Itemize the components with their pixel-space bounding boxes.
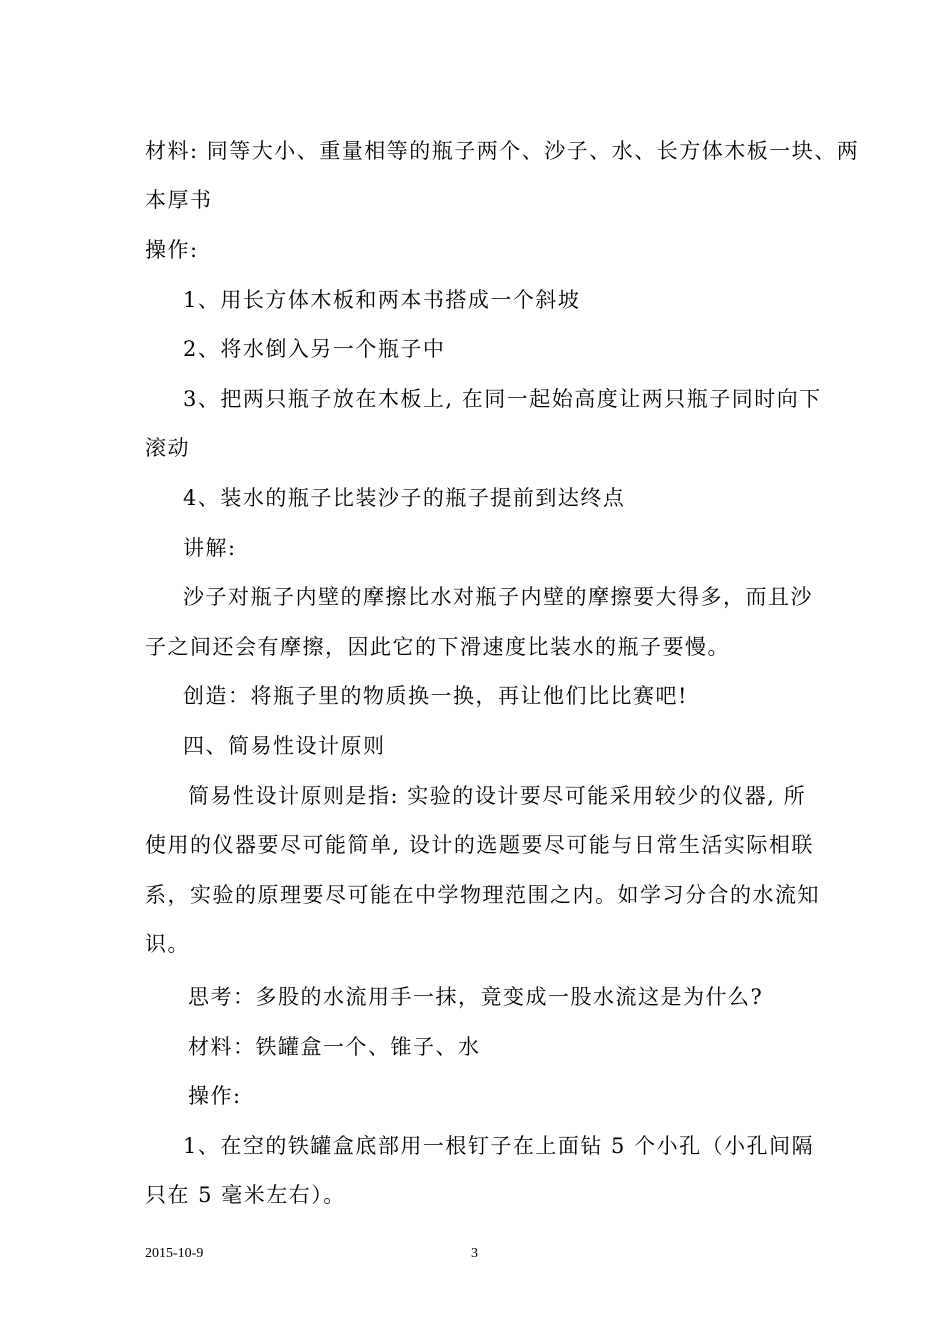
text-line: 创造：将瓶子里的物质换一换，再让他们比比赛吧! [183,684,688,708]
text-line: 系，实验的原理要尽可能在中学物理范围之内。如学习分合的水流知 [145,883,820,907]
text-line: 材料：铁罐盒一个、锥子、水 [188,1035,481,1059]
text-line: 识。 [145,932,190,956]
text-line: 本厚书 [145,188,213,212]
text-line: 讲解: [183,536,237,560]
text-line: 3、把两只瓶子放在木板上, 在同一起始高度让两只瓶子同时向下 [183,387,822,411]
text-line: 1、用长方体木板和两本书搭成一个斜坡 [183,288,581,312]
footer-date: 2015-10-9 [145,1246,204,1261]
text-line: 1、在空的铁罐盒底部用一根钉子在上面钻 5 个小孔（小孔间隔 [183,1134,815,1158]
text-line: 简易性设计原则是指: 实验的设计要尽可能采用较少的仪器, 所 [188,784,807,808]
text-line: 材料: 同等大小、重量相等的瓶子两个、沙子、水、长方体木板一块、两 [145,139,860,163]
text-line: 只在 5 毫米左右）。 [145,1183,346,1207]
text-line: 滚动 [145,436,190,460]
text-line: 思考：多股的水流用手一抹，竟变成一股水流这是为什么? [188,985,764,1009]
page-number: 3 [471,1246,478,1261]
text-line: 2、将水倒入另一个瓶子中 [183,337,446,361]
text-line: 操作: [188,1084,242,1108]
text-line: 使用的仪器要尽可能简单, 设计的选题要尽可能与日常生活实际相联 [145,833,814,857]
text-line: 操作: [145,238,199,262]
text-line: 子之间还会有摩擦，因此它的下滑速度比装水的瓶子要慢。 [145,635,730,659]
text-line: 沙子对瓶子内壁的摩擦比水对瓶子内壁的摩擦要大得多，而且沙 [183,585,813,609]
section-heading: 四、简易性设计原则 [183,734,386,758]
text-line: 4、装水的瓶子比装沙子的瓶子提前到达终点 [183,486,626,510]
